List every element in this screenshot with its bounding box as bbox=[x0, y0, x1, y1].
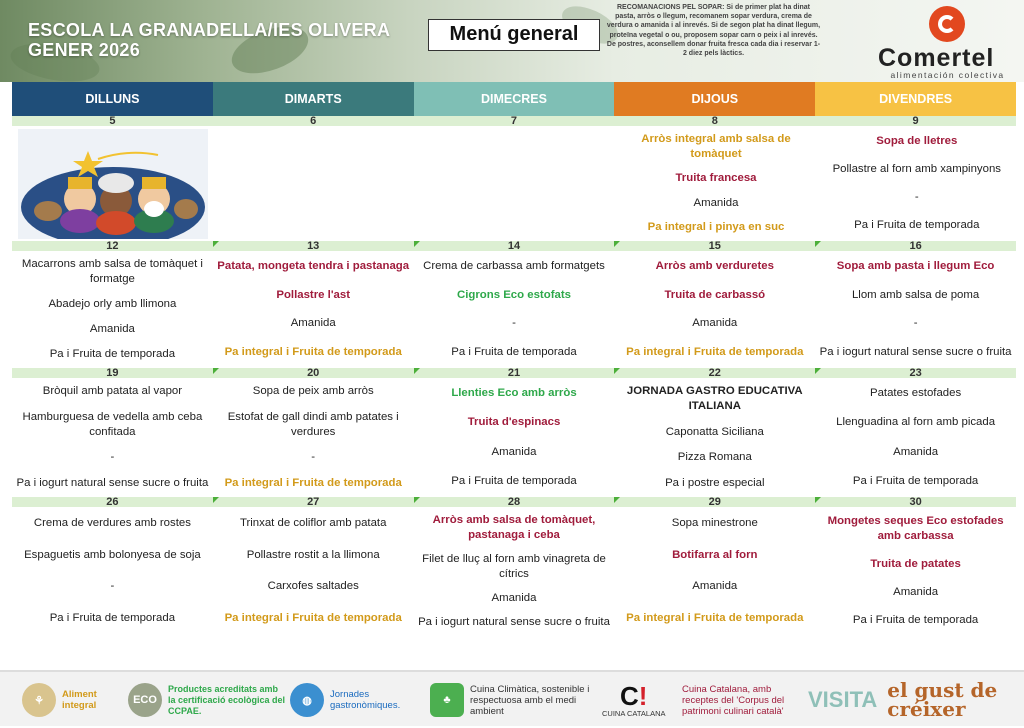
date-number-label: 29 bbox=[708, 496, 721, 508]
visita-gust-logo: VISITA el gust de créixer bbox=[808, 678, 998, 721]
menu-dish: Amanida bbox=[491, 591, 537, 604]
menu-title: Menú general bbox=[428, 19, 600, 51]
menu-dish: Arròs integral amb salsa de tomàquet bbox=[641, 132, 791, 160]
date-number bbox=[614, 241, 815, 251]
comertel-logo-icon bbox=[929, 6, 965, 42]
menu-dish: Arròs amb verduretes bbox=[655, 259, 774, 272]
weekday-dimarts: DIMARTS bbox=[213, 82, 414, 116]
menu-dish: Trinxat de coliflor amb patata bbox=[239, 517, 387, 530]
day-menu-cell bbox=[213, 251, 414, 368]
menu-dish: Pa integral i Fruita de temporada bbox=[626, 346, 804, 359]
menu-dish: Llenties Eco amb arròs bbox=[451, 387, 577, 400]
cuina-catalana-logo: C! CUINA CATALANA bbox=[602, 680, 666, 718]
menu-dish: Pa i iogurt natural sense sucre o fruita bbox=[16, 476, 209, 489]
menu-dish: Pa i postre especial bbox=[665, 476, 765, 489]
menu-dish: Sopa de peix amb arròs bbox=[252, 385, 374, 398]
menu-dish: - bbox=[914, 191, 919, 204]
day-menu-cell bbox=[213, 378, 414, 497]
date-number bbox=[414, 116, 615, 126]
week-2 bbox=[12, 241, 1016, 368]
corner-marker-icon bbox=[614, 241, 620, 247]
weekday-dijous: DIJOUS bbox=[614, 82, 815, 116]
plant-icon: ♣ bbox=[430, 683, 464, 717]
date-number-label: 21 bbox=[507, 367, 521, 379]
menu-dish: Amanida bbox=[893, 445, 939, 458]
menu-dish: Espaguetis amb bolonyesa de soja bbox=[24, 548, 201, 561]
date-number bbox=[414, 497, 615, 507]
footer-legend bbox=[0, 670, 1024, 726]
menu-dish: Truita francesa bbox=[675, 172, 757, 185]
menu-dish: - bbox=[913, 317, 918, 330]
three-kings-illustration bbox=[18, 129, 208, 239]
wheat-icon: ⚘ bbox=[22, 683, 56, 717]
menu-dish: Pa i iogurt natural sense sucre o fruita bbox=[819, 346, 1012, 359]
menu-dish: Bròquil amb patata al vapor bbox=[42, 385, 183, 398]
date-number bbox=[815, 116, 1016, 126]
menu-dish: Sopa minestrone bbox=[671, 517, 758, 530]
menu-dish: Caponatta Siciliana bbox=[665, 425, 764, 438]
date-number-row bbox=[12, 116, 1016, 126]
menu-dish: - bbox=[512, 317, 516, 330]
menu-dish: Pollastre rostit a la llimona bbox=[246, 548, 380, 561]
menu-dish: Abadejo orly amb llimona bbox=[48, 298, 177, 310]
day-menu-cell bbox=[614, 507, 815, 635]
menu-dish: Truita d'espinacs bbox=[467, 416, 561, 429]
menu-dish: Carxofes saltades bbox=[267, 580, 359, 593]
menu-dish: Sopa amb pasta i llegum Eco bbox=[836, 259, 995, 272]
menu-dish: Pa i Fruita de temporada bbox=[854, 219, 980, 232]
menu-dish: Pa i Fruita de temporada bbox=[49, 611, 176, 624]
menu-dish: Pa i Fruita de temporada bbox=[451, 346, 577, 359]
menu-dish: Llom amb salsa de poma bbox=[851, 288, 980, 301]
date-number-row bbox=[12, 497, 1016, 507]
date-number-label: 30 bbox=[909, 496, 922, 508]
menu-dish: Macarrons amb salsa de tomàquet i formatge bbox=[21, 258, 203, 285]
day-menu-cell bbox=[12, 126, 214, 241]
menu-dish: - bbox=[110, 451, 115, 464]
day-menu-cell bbox=[12, 378, 213, 497]
corner-marker-icon bbox=[414, 368, 420, 374]
brand-name: Comertel bbox=[878, 44, 995, 72]
day-menu-cell bbox=[213, 507, 414, 635]
date-number-label: 26 bbox=[106, 496, 119, 508]
date-number-label: 22 bbox=[708, 367, 721, 379]
menu-dish: Amanida bbox=[89, 323, 135, 335]
menu-dish: Pa integral i Fruita de temporada bbox=[626, 611, 804, 624]
date-number-label: 9 bbox=[912, 115, 919, 127]
corner-marker-icon bbox=[815, 241, 821, 247]
menu-dish: Pa integral i pinya en suc bbox=[647, 221, 785, 234]
date-number-label: 20 bbox=[307, 367, 320, 379]
menu-dish: Amanida bbox=[693, 196, 739, 209]
menu-dish: Botifarra al forn bbox=[672, 548, 758, 561]
corner-marker-icon bbox=[614, 368, 620, 374]
date-number bbox=[12, 116, 213, 126]
date-number-label: 19 bbox=[106, 367, 119, 379]
date-number-label: 27 bbox=[307, 496, 320, 508]
week-4 bbox=[12, 497, 1016, 635]
date-number bbox=[815, 241, 1016, 251]
date-number bbox=[213, 116, 414, 126]
weekday-header-row bbox=[12, 82, 1016, 116]
date-number-row bbox=[12, 241, 1016, 251]
date-number bbox=[414, 241, 615, 251]
day-menu-cell bbox=[816, 126, 1017, 241]
menu-dish: Amanida bbox=[893, 585, 939, 598]
date-number bbox=[12, 241, 213, 251]
menu-dish: - bbox=[311, 451, 316, 464]
globe-icon: ◍ bbox=[290, 683, 324, 717]
menu-dish: Patata, mongeta tendra i pastanaga bbox=[217, 259, 410, 272]
menu-dish: Pa i iogurt natural sense sucre o fruita bbox=[418, 615, 610, 628]
legend-integral: ⚘ Aliment integral bbox=[22, 672, 122, 728]
date-number bbox=[414, 368, 615, 378]
cuina-catalana-icon: C! bbox=[620, 680, 648, 711]
menu-dish: Amanida bbox=[491, 445, 537, 458]
menu-dish: Cigrons Eco estofats bbox=[457, 288, 571, 301]
corner-marker-icon bbox=[414, 497, 420, 503]
menu-dish: Llenguadina al forn amb picada bbox=[836, 416, 996, 429]
eco-badge-icon: ECO bbox=[128, 683, 162, 717]
day-menu-cell bbox=[815, 251, 1016, 368]
menu-dish: Amanida bbox=[290, 317, 336, 330]
date-number bbox=[815, 368, 1016, 378]
day-menu-cell bbox=[614, 378, 815, 497]
menu-dish: Estofat de gall dindi amb patates i verdures bbox=[227, 410, 399, 438]
menu-dish: Crema de verdures amb rostes bbox=[33, 517, 191, 530]
week-3 bbox=[12, 368, 1016, 497]
date-number bbox=[213, 368, 414, 378]
date-number-label: 5 bbox=[109, 115, 116, 127]
day-menu-cell bbox=[214, 126, 415, 241]
date-number bbox=[12, 368, 213, 378]
dinner-recommendations: RECOMANACIONS PEL SOPAR: Si de primer plat ha dinat pasta, arròs o llegum, recomanem sopar verdura, crema de verdura o amanida i al inrevés. Si de segon plat ha dinat llegum, proteïna vegetal o ou, proposem sopar carn o peix i al inrevés. De postres, aconsellem donar fruita fresca cada dia i reservar 1-2 diez pels làctics. bbox=[606, 4, 821, 58]
menu-dish: Pa i Fruita de temporada bbox=[451, 474, 577, 487]
menu-dish: JORNADA GASTRO EDUCATIVA ITALIANA bbox=[626, 385, 803, 413]
menu-dish: Pollastre al forn amb xampinyons bbox=[832, 162, 1001, 175]
day-menu-cell bbox=[614, 251, 815, 368]
corner-marker-icon bbox=[213, 241, 219, 247]
legend-climatica: ♣ Cuina Climàtica, sostenible i respectuosa amb el medi ambient bbox=[430, 672, 605, 728]
menu-dish: Pa i Fruita de temporada bbox=[49, 348, 176, 360]
date-number bbox=[12, 497, 213, 507]
menu-dish: Amanida bbox=[692, 580, 738, 593]
header bbox=[0, 0, 1024, 82]
weekday-divendres: DIVENDRES bbox=[815, 82, 1016, 116]
date-number-label: 23 bbox=[909, 367, 922, 379]
menu-dish: Sopa de lletres bbox=[876, 134, 958, 147]
day-menu-cell bbox=[414, 507, 615, 635]
day-menu-cell bbox=[414, 378, 615, 497]
date-number-label: 14 bbox=[507, 240, 521, 252]
date-number bbox=[213, 241, 414, 251]
menu-dish: - bbox=[110, 580, 115, 593]
week-1 bbox=[12, 116, 1016, 241]
menu-dish: Pa i Fruita de temporada bbox=[852, 613, 979, 626]
date-number-row bbox=[12, 368, 1016, 378]
menu-dish: Pa integral i Fruita de temporada bbox=[224, 611, 402, 624]
menu-dish: Truita de carbassó bbox=[664, 288, 766, 301]
day-menu-cell bbox=[815, 378, 1016, 497]
menu-dish: Pollastre l'ast bbox=[276, 288, 350, 301]
menu-dish: Mongetes seques Eco estofades amb carbassa bbox=[827, 515, 1004, 543]
day-menu-cell bbox=[12, 251, 213, 368]
date-number bbox=[614, 116, 815, 126]
day-menu-cell bbox=[414, 251, 615, 368]
date-number-label: 28 bbox=[507, 496, 521, 508]
date-number bbox=[815, 497, 1016, 507]
date-number-label: 8 bbox=[711, 115, 718, 127]
date-number-label: 12 bbox=[106, 240, 119, 252]
menu-dish: Hamburguesa de vedella amb ceba confitada bbox=[22, 410, 203, 438]
school-title: ESCOLA LA GRANADELLA/IES OLIVERA GENER 2026 bbox=[28, 20, 391, 60]
menu-dish: Pizza Romana bbox=[677, 451, 752, 464]
day-menu-cell bbox=[415, 126, 616, 241]
menu-dish: Arròs amb salsa de tomàquet, pastanaga i ceba bbox=[432, 513, 596, 541]
date-number bbox=[614, 497, 815, 507]
date-number bbox=[213, 497, 414, 507]
brand-tagline: alimentación colectiva bbox=[890, 70, 1005, 80]
corner-marker-icon bbox=[414, 241, 420, 247]
menu-dish: Truita de patates bbox=[870, 558, 961, 571]
legend-jornades: ◍ Jornades gastronòmiques. bbox=[290, 672, 415, 728]
date-number bbox=[614, 368, 815, 378]
legend-eco: ECO Productes acreditats amb la certificació ecològica del CCPAE. bbox=[128, 672, 288, 728]
day-menu-cell bbox=[12, 507, 213, 635]
weekday-dilluns: DILLUNS bbox=[12, 82, 213, 116]
menu-dish: Patates estofades bbox=[869, 387, 962, 400]
corner-marker-icon bbox=[815, 497, 821, 503]
legend-cuina-catalana: Cuina Catalana, amb receptes del 'Corpus del patrimoni culinari català' bbox=[682, 683, 785, 717]
menu-dish: Pa integral i Fruita de temporada bbox=[224, 346, 402, 359]
corner-marker-icon bbox=[815, 368, 821, 374]
date-number-label: 6 bbox=[310, 115, 317, 127]
date-number-label: 7 bbox=[510, 115, 518, 127]
menu-calendar-grid bbox=[12, 116, 1016, 635]
day-menu-cell bbox=[815, 507, 1016, 635]
menu-dish: Amanida bbox=[692, 317, 738, 330]
day-menu-cell bbox=[616, 126, 817, 241]
corner-marker-icon bbox=[614, 497, 620, 503]
corner-marker-icon bbox=[213, 497, 219, 503]
date-number-label: 15 bbox=[708, 240, 721, 252]
menu-dish: Crema de carbassa amb formatgets bbox=[423, 259, 605, 272]
menu-dish: Pa i Fruita de temporada bbox=[852, 474, 979, 487]
date-number-label: 13 bbox=[307, 240, 320, 252]
corner-marker-icon bbox=[213, 368, 219, 374]
menu-dish: Pa integral i Fruita de temporada bbox=[224, 476, 402, 489]
menu-dish: Filet de lluç al forn amb vinagreta de cítrics bbox=[422, 552, 606, 580]
date-number-label: 16 bbox=[909, 240, 922, 252]
weekday-dimecres: DIMECRES bbox=[414, 82, 615, 116]
